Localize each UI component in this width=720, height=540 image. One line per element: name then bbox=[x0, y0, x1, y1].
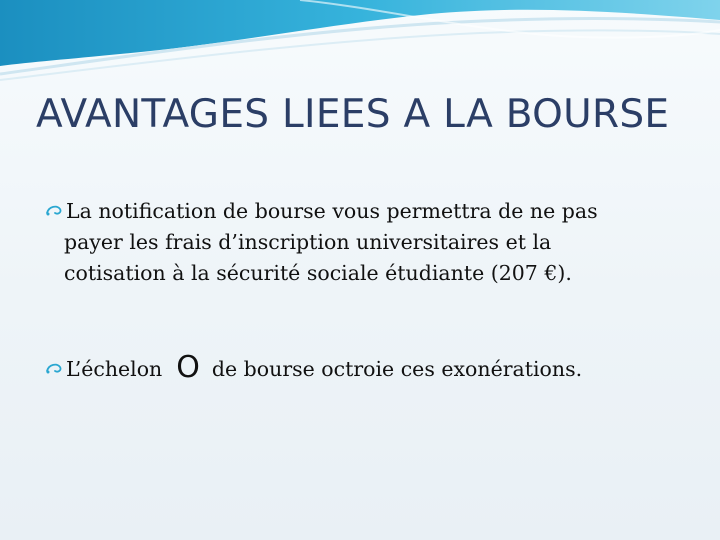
bullet-text-before: L’échelon bbox=[66, 357, 163, 381]
bullet-item-echelon bbox=[44, 352, 684, 385]
wave-banner-icon bbox=[0, 0, 720, 90]
bullet-line-2: payer les frais d’inscription universitaires et la bbox=[64, 230, 552, 254]
bullet-swirl-icon bbox=[44, 358, 64, 378]
slide-title: AVANTAGES LIEES A LA BOURSE bbox=[36, 92, 670, 137]
bullet-text-after: de bourse octroie ces exonérations. bbox=[211, 357, 583, 381]
bullet-text: La notification de bourse vous permettra de ne pas bbox=[66, 199, 598, 223]
bullet-item-notification bbox=[44, 196, 684, 289]
echelon-letter: O bbox=[176, 350, 200, 385]
bullet-line-1 bbox=[44, 196, 684, 227]
bullet-swirl-icon bbox=[44, 200, 64, 220]
bullet-line-3: cotisation à la sécurité sociale étudiante (207 €). bbox=[64, 261, 572, 285]
